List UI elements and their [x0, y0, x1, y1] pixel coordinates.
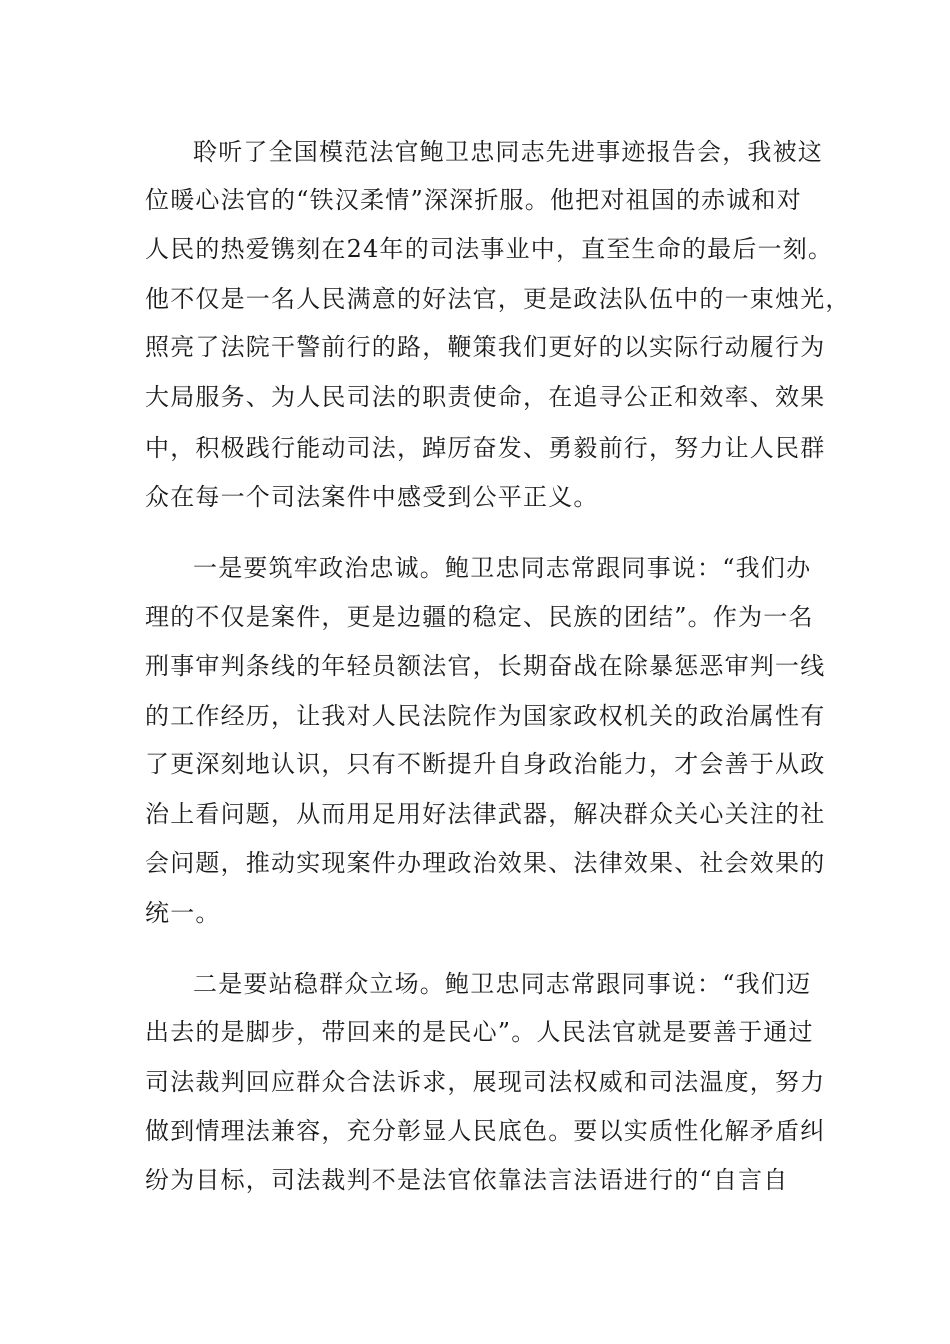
text-line: 会问题，推动实现案件办理政治效果、法律效果、社会效果的	[145, 849, 826, 877]
text-line: 人民的热爱镌刻在24年的司法事业中，直至生命的最后一刻。	[145, 235, 834, 263]
text-line: 大局服务、为人民司法的职责使命，在追寻公正和效率、效果	[145, 383, 826, 411]
text-line: 理的不仅是案件，更是边疆的稳定、民族的团结”。作为一名	[145, 603, 814, 631]
text-line: 了更深刻地认识，只有不断提升自身政治能力，才会善于从政	[145, 750, 826, 778]
text-line: 众在每一个司法案件中感受到公平正义。	[145, 483, 599, 511]
text-line: 的工作经历，让我对人民法院作为国家政权机关的政治属性有	[145, 702, 826, 730]
text-line: 位暖心法官的“铁汉柔情”深深折服。他把对祖国的赤诚和对	[145, 186, 802, 214]
text-line: 做到情理法兼容，充分彰显人民底色。要以实质性化解矛盾纠	[145, 1117, 826, 1145]
text-line: 一是要筑牢政治忠诚。鲍卫忠同志常跟同事说：“我们办	[193, 554, 812, 582]
text-line: 二是要站稳群众立场。鲍卫忠同志常跟同事说：“我们迈	[193, 970, 812, 998]
text-line: 统一。	[145, 899, 221, 927]
text-line: 刑事审判条线的年轻员额法官，长期奋战在除暴惩恶审判一线	[145, 652, 826, 680]
text-line: 司法裁判回应群众合法诉求，展现司法权威和司法温度，努力	[145, 1068, 826, 1096]
text-line: 治上看问题，从而用足用好法律武器，解决群众关心关注的社	[145, 800, 826, 828]
text-line: 他不仅是一名人民满意的好法官，更是政法队伍中的一束烛光，	[145, 285, 851, 313]
text-line: 中，积极践行能动司法，踔厉奋发、勇毅前行，努力让人民群	[145, 434, 826, 462]
text-line: 出去的是脚步，带回来的是民心”。人民法官就是要善于通过	[145, 1018, 814, 1046]
text-line: 照亮了法院干警前行的路，鞭策我们更好的以实际行动履行为	[145, 333, 826, 361]
text-line: 聆听了全国模范法官鲍卫忠同志先进事迹报告会，我被这	[193, 138, 823, 166]
text-line: 纷为目标，司法裁判不是法官依靠法言法语进行的“自言自	[145, 1166, 789, 1194]
